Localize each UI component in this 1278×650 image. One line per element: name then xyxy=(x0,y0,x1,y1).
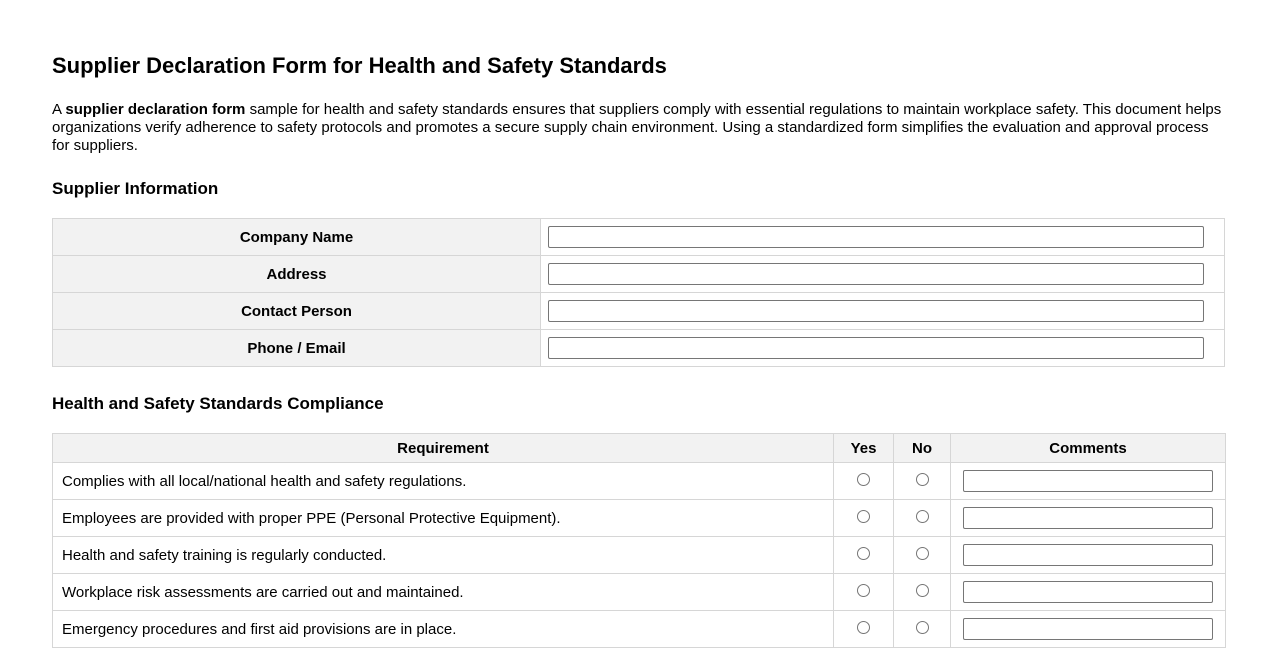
no-radio[interactable] xyxy=(916,621,929,634)
comment-cell xyxy=(951,611,1226,648)
phone-email-label: Phone / Email xyxy=(53,330,541,367)
requirement-text: Emergency procedures and first aid provisions are in place. xyxy=(53,611,834,648)
yes-radio[interactable] xyxy=(857,510,870,523)
address-label: Address xyxy=(53,256,541,293)
page-title: Supplier Declaration Form for Health and Safety Standards xyxy=(52,53,667,78)
requirement-text: Health and safety training is regularly conducted. xyxy=(53,537,834,574)
no-column-header: No xyxy=(894,434,951,463)
yes-cell xyxy=(834,574,894,611)
compliance-row xyxy=(53,611,1226,648)
company-name-cell xyxy=(541,219,1225,256)
requirement-text: Workplace risk assessments are carried out and maintained. xyxy=(53,574,834,611)
compliance-row xyxy=(53,463,1226,500)
compliance-row xyxy=(53,537,1226,574)
address-cell xyxy=(541,256,1225,293)
no-radio[interactable] xyxy=(916,510,929,523)
compliance-heading: Health and Safety Standards Compliance xyxy=(52,394,384,413)
comment-input[interactable] xyxy=(963,470,1213,492)
comment-input[interactable] xyxy=(963,507,1213,529)
yes-radio[interactable] xyxy=(857,621,870,634)
yes-radio[interactable] xyxy=(857,473,870,486)
yes-cell xyxy=(834,611,894,648)
no-cell xyxy=(894,500,951,537)
requirement-text: Employees are provided with proper PPE (Personal Protective Equipment). xyxy=(53,500,834,537)
comment-cell xyxy=(951,574,1226,611)
requirement-column-header: Requirement xyxy=(53,434,834,463)
intro-bold-text: supplier declaration form xyxy=(65,101,246,118)
comment-input[interactable] xyxy=(963,618,1213,640)
no-cell xyxy=(894,611,951,648)
no-radio[interactable] xyxy=(916,473,929,486)
comment-input[interactable] xyxy=(963,544,1213,566)
intro-text-prefix: A xyxy=(52,101,66,118)
yes-column-header: Yes xyxy=(834,434,894,463)
yes-radio[interactable] xyxy=(857,584,870,597)
supplier-info-table xyxy=(52,218,1225,367)
supplier-info-heading: Supplier Information xyxy=(52,179,219,198)
table-row xyxy=(53,293,1225,330)
intro-paragraph xyxy=(52,101,1225,155)
no-cell xyxy=(894,537,951,574)
no-radio[interactable] xyxy=(916,584,929,597)
comment-cell xyxy=(951,500,1226,537)
phone-email-input[interactable] xyxy=(548,337,1204,359)
phone-email-cell xyxy=(541,330,1225,367)
table-row xyxy=(53,330,1225,367)
comment-input[interactable] xyxy=(963,581,1213,603)
table-row xyxy=(53,219,1225,256)
yes-cell xyxy=(834,537,894,574)
no-radio[interactable] xyxy=(916,547,929,560)
intro-text-rest: sample for health and safety standards ensures that suppliers comply with essential regulations to maintain workplace safety. This document helps organizations verify adherence to safety protocols and promotes a secure supply chain environment. Using a standardized form simplifies the evaluation and approval process for suppliers. xyxy=(52,101,1222,154)
contact-person-label: Contact Person xyxy=(53,293,541,330)
yes-cell xyxy=(834,463,894,500)
compliance-header-row xyxy=(53,434,1226,463)
comment-cell xyxy=(951,537,1226,574)
company-name-label: Company Name xyxy=(53,219,541,256)
contact-person-cell xyxy=(541,293,1225,330)
no-cell xyxy=(894,574,951,611)
yes-radio[interactable] xyxy=(857,547,870,560)
no-cell xyxy=(894,463,951,500)
compliance-table xyxy=(52,433,1226,648)
requirement-text: Complies with all local/national health and safety regulations. xyxy=(53,463,834,500)
comment-cell xyxy=(951,463,1226,500)
comments-column-header: Comments xyxy=(951,434,1226,463)
yes-cell xyxy=(834,500,894,537)
compliance-row xyxy=(53,500,1226,537)
contact-person-input[interactable] xyxy=(548,300,1204,322)
company-name-input[interactable] xyxy=(548,226,1204,248)
address-input[interactable] xyxy=(548,263,1204,285)
table-row xyxy=(53,256,1225,293)
compliance-row xyxy=(53,574,1226,611)
